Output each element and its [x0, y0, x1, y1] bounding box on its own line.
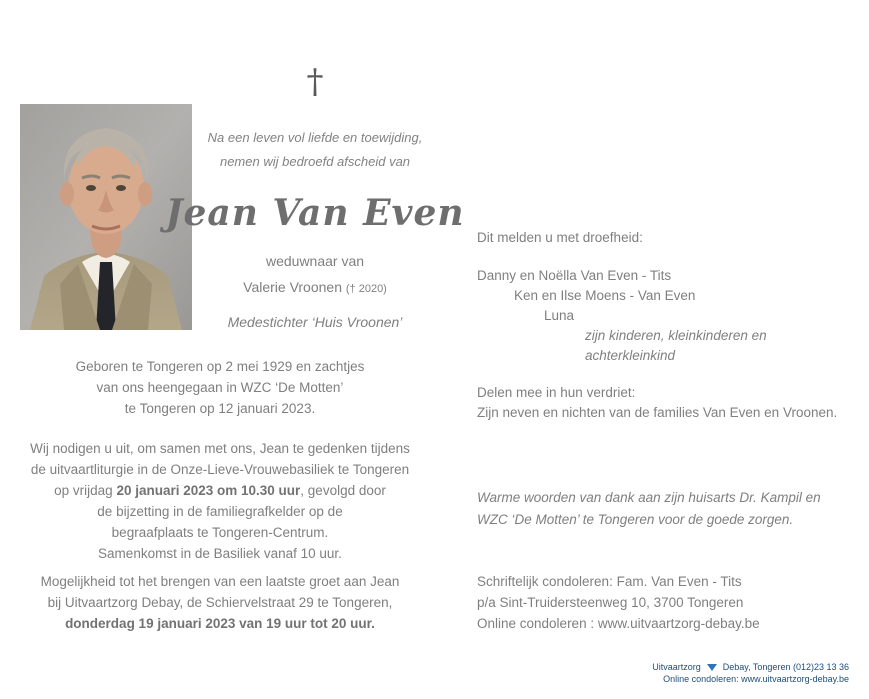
intro-text — [168, 126, 462, 174]
widow-line — [165, 274, 465, 302]
cofounder-note: Medestichter ‘Huis Vroonen’ — [227, 314, 403, 330]
grief-header: Delen mee in hun verdriet: — [477, 385, 636, 400]
widow-name: Valerie Vroonen — [243, 279, 346, 295]
announcement-header: Dit melden u met droefheid: — [477, 230, 643, 245]
thanks-line-1: Warme woorden van dank aan zijn huisarts Dr. Kampil en — [477, 490, 821, 505]
service-line-1: Wij nodigen u uit, om samen met ons, Jean te gedenken tijdens — [30, 441, 410, 456]
footer-website[interactable]: Online condoleren: www.uitvaartzorg-debay.be — [663, 674, 849, 684]
deceased-name: Jean Van Even — [165, 192, 465, 234]
service-date-time: 20 januari 2023 om 10.30 uur — [116, 483, 301, 498]
service-line-3 — [30, 480, 410, 501]
family-member-2: Ken en Ilse Moens - Van Even — [514, 288, 696, 303]
service-line-2: de uitvaartliturgie in de Onze-Lieve-Vrouwebasiliek te Tongeren — [30, 462, 410, 477]
family-member-1: Danny en Noëlla Van Even - Tits — [477, 268, 672, 283]
birth-death-line-2: van ons heengegaan in WZC ‘De Motten’ — [96, 380, 344, 395]
family-caption: zijn kinderen, kleinkinderen en achterkleinkind — [585, 328, 767, 363]
thanks-block — [477, 487, 847, 531]
family-list — [477, 266, 847, 366]
service-line-6: Samenkomst in de Basiliek vanaf 10 uur. — [98, 546, 342, 561]
condolences-block — [477, 571, 847, 634]
footer-contact: Debay, Tongeren (012)23 13 36 — [722, 662, 849, 672]
family-member-3: Luna — [544, 308, 575, 323]
birth-death-line-1: Geboren te Tongeren op 2 mei 1929 en zachtjes — [75, 359, 365, 374]
widower-label: weduwnaar van — [265, 253, 365, 269]
service-line-3-post: , gevolgd door — [300, 483, 386, 498]
visitation-paragraph — [30, 571, 410, 634]
footer-line-1 — [652, 661, 849, 673]
intro-line-2: nemen wij bedroefd afscheid van — [219, 154, 411, 169]
birth-death-line-3: te Tongeren op 12 januari 2023. — [124, 401, 316, 416]
funeral-home-footer — [652, 661, 849, 685]
visitation-date-time: donderdag 19 januari 2023 van 19 uur tot 20 uur. — [65, 616, 375, 631]
visitation-line-2: bij Uitvaartzorg Debay, de Schiervelstraat 29 te Tongeren, — [47, 595, 393, 610]
intro-line-1: Na een leven vol liefde en toewijding, — [207, 130, 423, 145]
logo-triangle-icon — [707, 664, 717, 671]
condolences-website[interactable]: Online condoleren : www.uitvaartzorg-debay.be — [477, 616, 760, 631]
widow-death-year: († 2020) — [345, 283, 387, 295]
thanks-line-2: WZC ‘De Motten’ te Tongeren voor de goede zorgen. — [477, 512, 794, 527]
birth-death-paragraph — [30, 356, 410, 419]
condolences-line-1: Schriftelijk condoleren: Fam. Van Even - Tits — [477, 574, 742, 589]
relation-block — [165, 248, 465, 302]
cross-symbol: † — [306, 62, 324, 102]
visitation-line-1: Mogelijkheid tot het brengen van een laatste groet aan Jean — [40, 574, 400, 589]
footer-brand: Uitvaartzorg — [652, 662, 701, 672]
service-paragraph — [30, 438, 410, 564]
service-line-3-pre: op vrijdag — [54, 483, 117, 498]
service-line-5: begraafplaats te Tongeren-Centrum. — [111, 525, 329, 540]
grief-block — [477, 383, 847, 423]
grief-line: Zijn neven en nichten van de families Van Even en Vroonen. — [477, 405, 838, 420]
condolences-line-2: p/a Sint-Truidersteenweg 10, 3700 Tongeren — [477, 595, 744, 610]
service-line-4: de bijzetting in de familiegrafkelder op de — [97, 504, 343, 519]
